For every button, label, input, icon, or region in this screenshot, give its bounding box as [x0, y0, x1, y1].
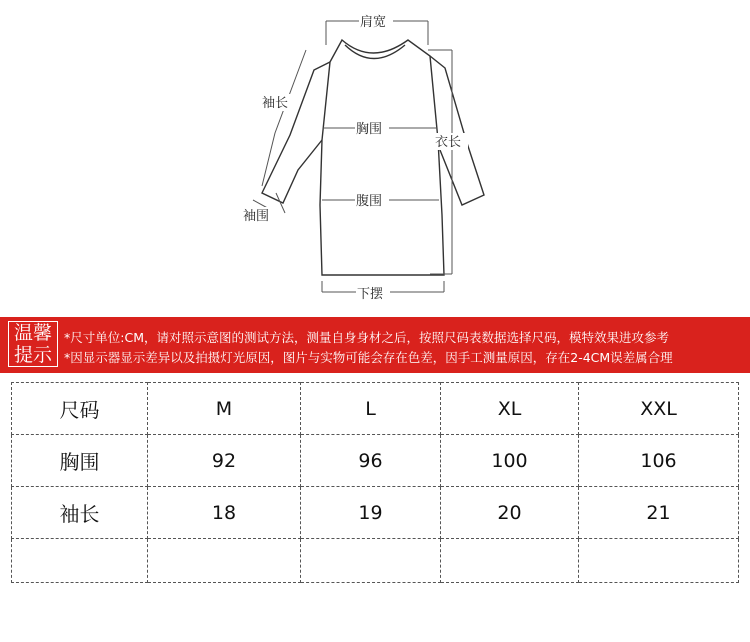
header-size-l: L [301, 383, 441, 435]
tips-badge-line2: 提示 [13, 344, 52, 366]
row-label-chest: 胸围 [12, 435, 148, 487]
table-cell: 21 [579, 487, 739, 539]
table-cell: 18 [148, 487, 301, 539]
sleeve-label: 袖长 [262, 96, 289, 111]
size-chart-table [11, 382, 739, 583]
table-cell: 20 [441, 487, 579, 539]
length-measure-line [428, 50, 452, 274]
header-size-xl: XL [441, 383, 579, 435]
table-cell: 106 [579, 435, 739, 487]
garment-measurement-diagram [0, 0, 750, 310]
size-unit-note: *尺寸单位:CM，请对照示意图的测试方法，测量自身身材之后，按照尺码表数据选择尺码，模特效果进攻参考 [64, 330, 669, 345]
table-cell [148, 539, 301, 583]
sleeve-measure-line [262, 50, 306, 186]
chest-label: 胸围 [356, 122, 383, 137]
left-sleeve-outline [262, 62, 330, 203]
right-sleeve-outline [430, 56, 484, 205]
table-cell: 92 [148, 435, 301, 487]
table-cell [301, 539, 441, 583]
length-label: 衣长 [435, 135, 462, 150]
color-difference-note: *因显示器显示差异以及拍摄灯光原因，图片与实物可能会存在色差，因手工测量原因，存在2-4CM误差属合理 [64, 350, 673, 365]
shoulder-label: 肩宽 [360, 15, 387, 30]
table-row-empty [12, 539, 739, 583]
table-row-chest [12, 435, 739, 487]
header-size-m: M [148, 383, 301, 435]
table-row-sleeve [12, 487, 739, 539]
cuff-label: 袖围 [243, 209, 270, 224]
hem-label: 下摆 [357, 287, 384, 302]
table-cell [579, 539, 739, 583]
table-cell: 100 [441, 435, 579, 487]
tips-badge-line1: 温馨 [13, 322, 52, 344]
row-label-sleeve: 袖长 [12, 487, 148, 539]
garment-body-outline [320, 40, 444, 275]
tips-badge [8, 321, 58, 367]
table-cell [441, 539, 579, 583]
table-header-row [12, 383, 739, 435]
table-cell: 96 [301, 435, 441, 487]
table-cell [12, 539, 148, 583]
table-cell: 19 [301, 487, 441, 539]
header-size-xxl: XXL [579, 383, 739, 435]
tips-banner [0, 317, 750, 373]
waist-label: 腹围 [356, 194, 383, 209]
header-size: 尺码 [12, 383, 148, 435]
